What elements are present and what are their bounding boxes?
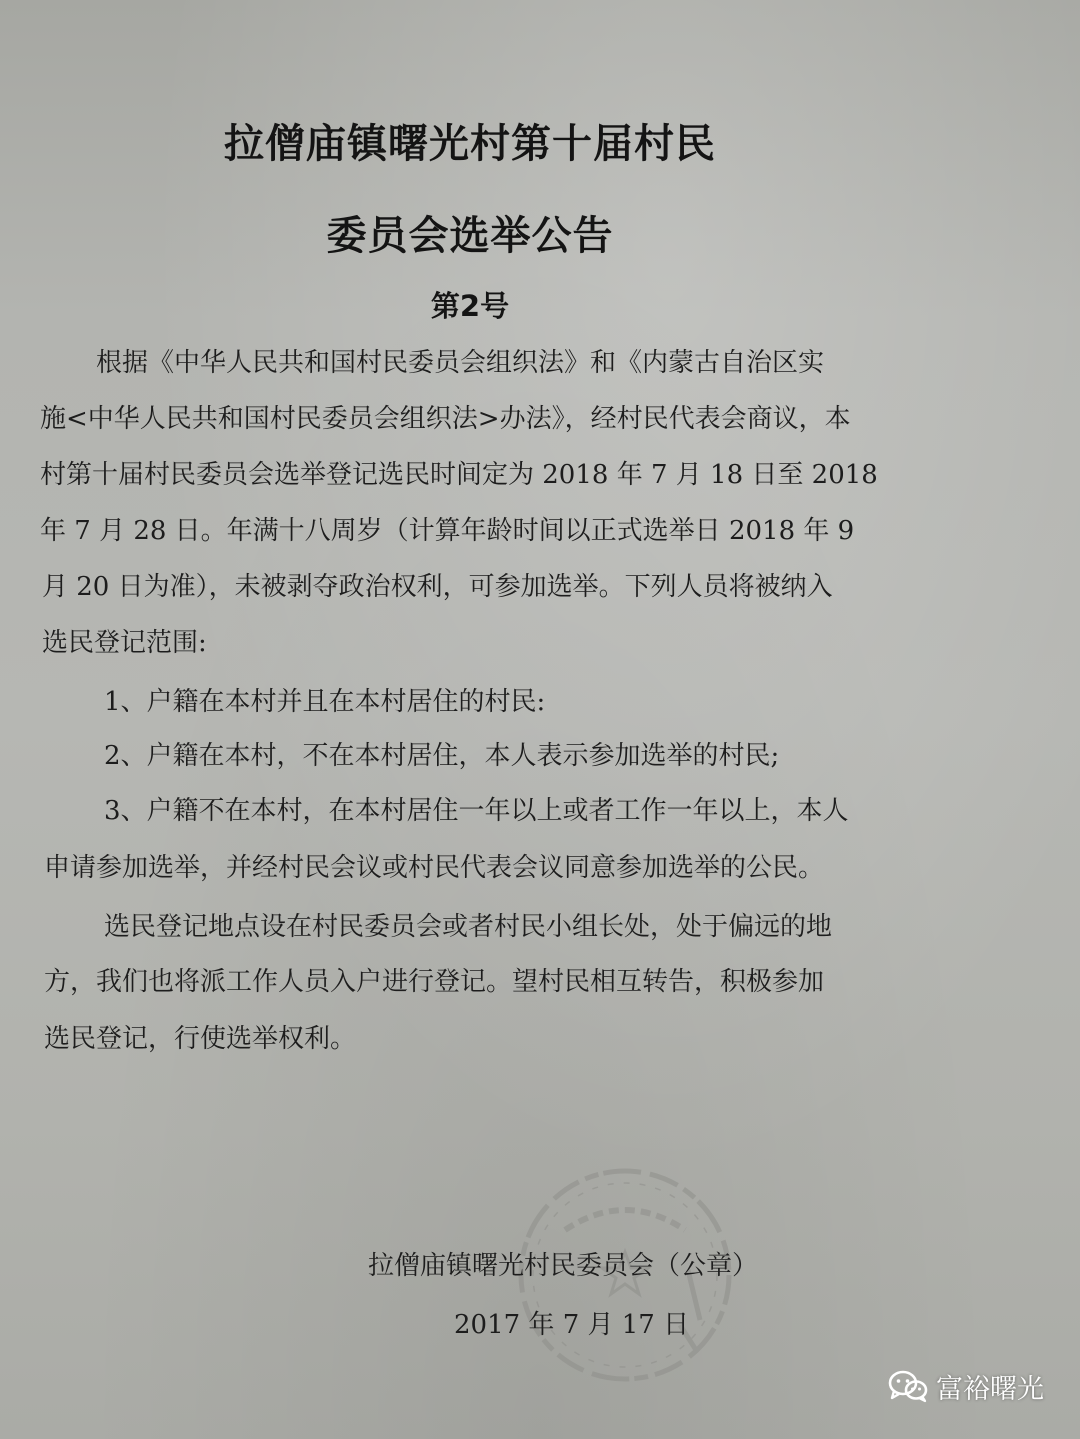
body-line: 选民登记，行使选举权利。 (44, 1024, 357, 1054)
body-line: 申请参加选举，并经村民会议或村民代表会议同意参加选举的公民。 (44, 853, 825, 883)
list-item-1: 1、户籍在本村并且在本村居住的村民: (104, 687, 546, 717)
body-line: 村第十届村民委员会选举登记选民时间定为 2018 年 7 月 18 日至 2018 (40, 460, 878, 490)
watermark-text: 富裕曙光 (936, 1373, 1044, 1405)
body-line: 年 7 月 28 日。年满十八周岁（计算年龄时间以正式选举日 2018 年 9 (40, 516, 855, 546)
list-item-3: 3、户籍不在本村，在本村居住一年以上或者工作一年以上，本人 (104, 796, 849, 826)
document-title-line2: 委员会选举公告 (326, 213, 614, 259)
body-line: 选民登记地点设在村民委员会或者村民小组长处，处于偏远的地 (104, 912, 833, 942)
body-line: 选民登记范围: (42, 628, 207, 658)
body-line: 方，我们也将派工作人员入户进行登记。望村民相互转告，积极参加 (44, 967, 825, 997)
document-number: 第2号 (430, 289, 510, 323)
document-date: 2017 年 7 月 17 日 (454, 1310, 690, 1340)
wechat-icon (888, 1369, 928, 1403)
body-line: 根据《中华人民共和国村民委员会组织法》和《内蒙古自治区实 (96, 348, 825, 378)
body-line: 施<中华人民共和国村民委员会组织法>办法》，经村民代表会商议，本 (40, 404, 851, 434)
account-watermark (888, 1366, 1044, 1406)
signature-line: 拉僧庙镇曙光村民委员会（公章） (368, 1251, 759, 1281)
document-title-line1: 拉僧庙镇曙光村第十届村民 (224, 121, 716, 167)
list-item-2: 2、户籍在本村，不在本村居住，本人表示参加选举的村民; (104, 741, 780, 771)
body-line: 月 20 日为准），未被剥夺政治权利，可参加选举。下列人员将被纳入 (42, 572, 833, 602)
